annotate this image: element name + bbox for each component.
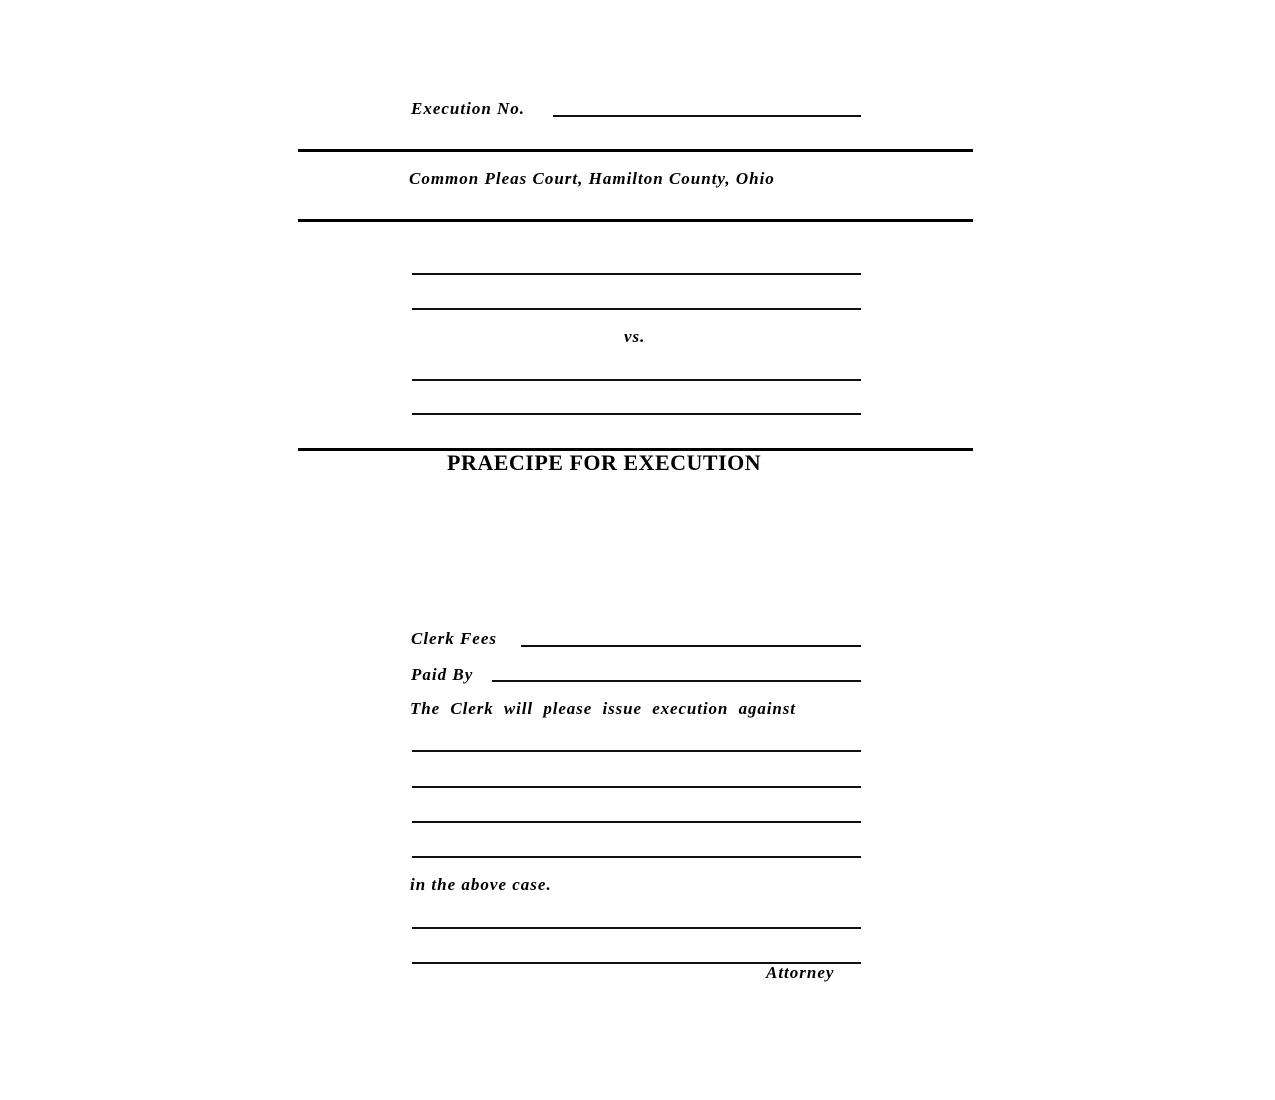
attorney-label: Attorney xyxy=(766,963,835,982)
signature-line-1[interactable] xyxy=(412,927,861,929)
document-title: PRAECIPE FOR EXECUTION xyxy=(447,450,762,475)
closing-text: in the above case. xyxy=(410,875,552,894)
defendant-line-2[interactable] xyxy=(412,413,861,415)
clerk-fees-field[interactable] xyxy=(521,645,861,647)
versus-label: vs. xyxy=(624,327,646,346)
defendant-line-1[interactable] xyxy=(412,379,861,381)
court-bottom-rule xyxy=(298,219,973,222)
top-rule xyxy=(298,149,973,152)
execution-no-label: Execution No. xyxy=(411,99,526,118)
paid-by-field[interactable] xyxy=(492,680,861,682)
against-line-3[interactable] xyxy=(412,821,861,823)
instruction-text: The Clerk will please issue execution against xyxy=(410,699,796,718)
execution-no-field[interactable] xyxy=(553,115,861,117)
against-line-1[interactable] xyxy=(412,750,861,752)
plaintiff-line-1[interactable] xyxy=(412,273,861,275)
paid-by-label: Paid By xyxy=(411,665,474,684)
plaintiff-line-2[interactable] xyxy=(412,308,861,310)
court-name: Common Pleas Court, Hamilton County, Ohio xyxy=(409,169,775,188)
clerk-fees-label: Clerk Fees xyxy=(411,629,498,648)
against-line-4[interactable] xyxy=(412,856,861,858)
against-line-2[interactable] xyxy=(412,786,861,788)
